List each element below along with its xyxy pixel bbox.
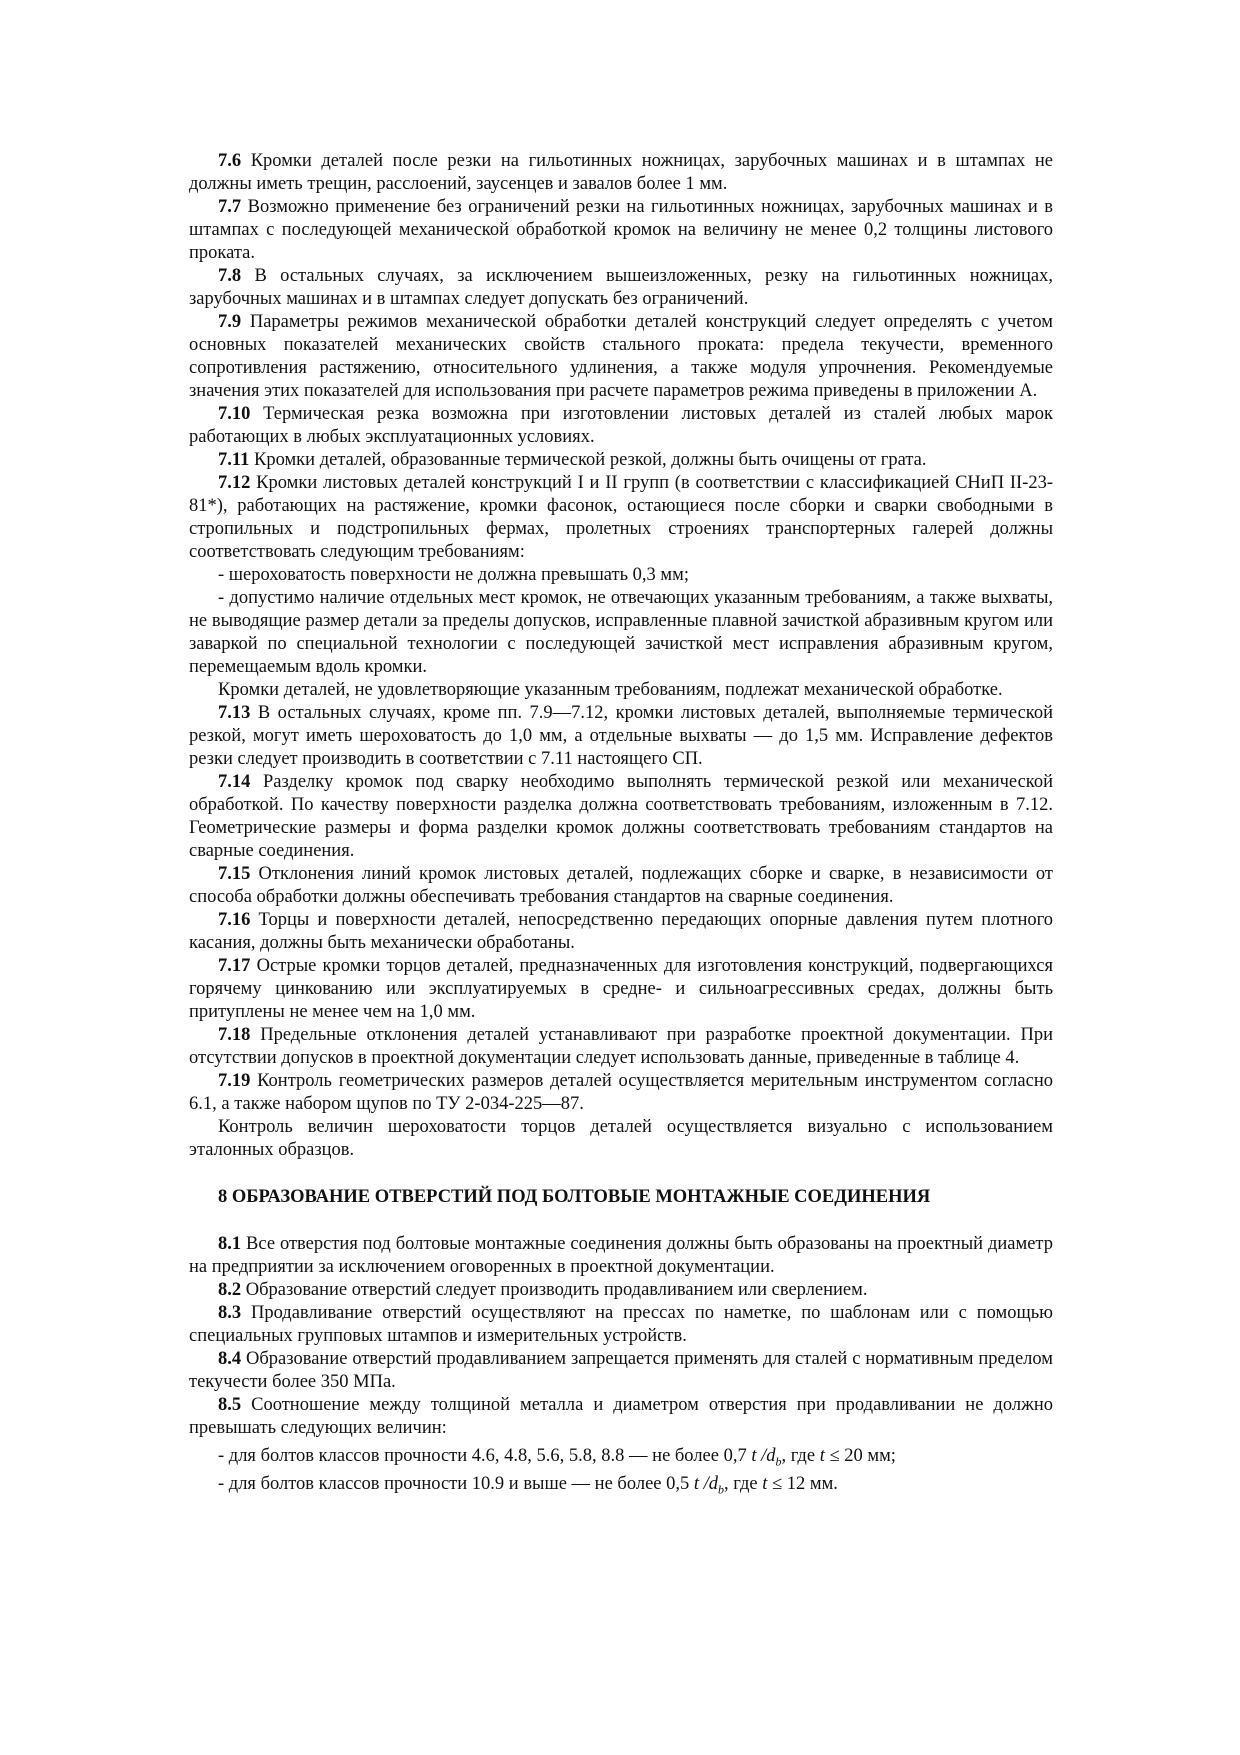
clause-number: 8.2	[218, 1280, 242, 1300]
clause-8-1	[189, 1233, 1053, 1279]
clause-number: 7.19	[218, 1071, 251, 1091]
clause-7-13	[189, 702, 1053, 771]
limit-text: ≤ 20 мм;	[824, 1446, 896, 1466]
clause-text: Контроль геометрических размеров деталей осуществляется мерительным инструментом согласно 6.1, а также набором щупов по ТУ 2-034-225—87.	[189, 1071, 1053, 1114]
clause-text: Контроль величин шероховатости торцов деталей осуществляется визуально с использованием эталонных образцов.	[189, 1117, 1053, 1160]
limit-text: , где	[781, 1446, 820, 1466]
clause-number: 7.14	[218, 772, 251, 792]
clause-text: Кромки деталей, образованные термической резкой, должны быть очищены от грата.	[249, 450, 927, 470]
clause-text: Соотношение между толщиной металла и диаметром отверстия при продавливании не должно превышать следующих величин:	[189, 1395, 1053, 1438]
limit-item-1	[189, 1445, 1053, 1468]
clause-text: Возможно применение без ограничений резки на гильотинных ножницах, зарубочных машинах и в штампах с последующей механической обработкой кромок на величину не менее 0,2 толщины листового проката.	[189, 197, 1053, 263]
clause-7-12-item-1	[189, 564, 1053, 587]
clause-number: 8.3	[218, 1303, 242, 1323]
clause-number: 8.4	[218, 1349, 242, 1369]
clause-text: Параметры режимов механической обработки деталей конструкций следует определять с учетом основных показателей механических свойств стального проката: предела текучести, временного сопротивления растяжению, относительного удлинения, а также модуля упрочнения. Рекомендуемые значения этих показателей для использования при расчете параметров режима приведены в приложении А.	[189, 312, 1053, 401]
clause-text: В остальных случаях, за исключением вышеизложенных, резку на гильотинных ножницах, зарубочных машинах и в штампах следует допускать без ограничений.	[189, 266, 1053, 309]
clause-text: Продавливание отверстий осуществляют на прессах по наметке, по шаблонам или с помощью специальных групповых штампов и измерительных устройств.	[189, 1303, 1053, 1346]
clause-text: Острые кромки торцов деталей, предназначенных для изготовления конструкций, подвергающихся горячему цинкованию или эксплуатируемых в средне- и сильноагрессивных средах, должны быть притуплены не менее чем на 1,0 мм.	[189, 956, 1053, 1022]
clause-8-3	[189, 1302, 1053, 1348]
clause-7-18	[189, 1024, 1053, 1070]
clause-7-12	[189, 472, 1053, 564]
section-7	[189, 150, 1053, 1162]
clause-number: 7.6	[218, 151, 242, 171]
clause-text: Торцы и поверхности деталей, непосредственно передающих опорные давления путем плотного касания, должны быть механически обработаны.	[189, 910, 1053, 953]
clause-text: Кромки листовых деталей конструкций I и II групп (в соответствии с классификацией СНиП II-23-81*), работающих на растяжение, кромки фасонок, остающиеся после сборки и сварки свободными в стропильных и подстропильных фермах, пролетных строениях транспортерных галерей должны соответствовать следующим требованиям:	[189, 473, 1053, 562]
clause-text: Разделку кромок под сварку необходимо выполнять термической резкой или механической обработкой. По качеству поверхности разделка должна соответствовать требованиям, изложенным в 7.12. Геометрические размеры и форма разделки кромок должны соответствовать требованиям стандартов на сварные соединения.	[189, 772, 1053, 861]
var-t: t	[693, 1474, 700, 1494]
clause-number: 7.11	[218, 450, 250, 470]
clause-number: 7.10	[218, 404, 251, 424]
limit-text: - для болтов классов прочности 10.9 и выше — не более 0,5	[218, 1474, 694, 1494]
clause-text: - шероховатость поверхности не должна превышать 0,3 мм;	[218, 565, 689, 585]
clause-text: Предельные отклонения деталей устанавливают при разработке проектной документации. При отсутствии допусков в проектной документации следует использовать данные, приведенные в таблице 4.	[189, 1025, 1053, 1068]
var-d: /d	[756, 1446, 776, 1466]
clause-text: Отклонения линий кромок листовых деталей, подлежащих сборке и сварке, в независимости от способа обработки должны обеспечивать требования стандартов на сварные соединения.	[189, 864, 1053, 907]
var-sub-b: b	[775, 1454, 782, 1469]
clause-7-15	[189, 863, 1053, 909]
clause-text: Все отверстия под болтовые монтажные соединения должны быть образованы на проектный диаметр на предприятии за исключением оговоренных в проектной документации.	[189, 1234, 1053, 1277]
clause-number: 7.13	[218, 703, 251, 723]
clause-8-5	[189, 1394, 1053, 1440]
clause-number: 7.16	[218, 910, 251, 930]
clause-text: Образование отверстий следует производить продавливанием или сверлением.	[241, 1280, 868, 1300]
var-t: t	[762, 1474, 768, 1494]
clause-7-14	[189, 771, 1053, 863]
clause-7-7	[189, 196, 1053, 265]
limit-item-2	[189, 1473, 1053, 1496]
clause-7-19-note	[189, 1116, 1053, 1162]
section-8	[189, 1233, 1053, 1496]
clause-7-16	[189, 909, 1053, 955]
var-t: t	[751, 1446, 757, 1466]
clause-text: В остальных случаях, кроме пп. 7.9—7.12, кромки листовых деталей, выполняемые термической резкой, могут иметь шероховатость до 1,0 мм, а отдельные выхваты — до 1,5 мм. Исправление дефектов резки следует производить в соответствии с 7.11 настоящего СП.	[189, 703, 1053, 769]
clause-number: 8.1	[218, 1234, 242, 1254]
clause-number: 8.5	[218, 1395, 242, 1415]
clause-number: 7.8	[218, 266, 242, 286]
clause-text: Кромки деталей после резки на гильотинных ножницах, зарубочных машинах и в штампах не должны иметь трещин, расслоений, заусенцев и завалов более 1 мм.	[189, 151, 1053, 194]
clause-text: Образование отверстий продавливанием запрещается применять для сталей с нормативным пределом текучести более 350 МПа.	[189, 1349, 1053, 1392]
section-8-heading: 8 ОБРАЗОВАНИЕ ОТВЕРСТИЙ ПОД БОЛТОВЫЕ МОНТАЖНЫЕ СОЕДИНЕНИЯ	[218, 1187, 931, 1207]
clause-7-9	[189, 311, 1053, 403]
clause-7-17	[189, 955, 1053, 1024]
clause-number: 7.7	[218, 197, 242, 217]
clause-7-12-item-2	[189, 587, 1053, 679]
clause-number: 7.15	[218, 864, 251, 884]
clause-7-6	[189, 150, 1053, 196]
limit-text: - для болтов классов прочности 4.6, 4.8, 5.6, 5.8, 8.8 — не более 0,7	[218, 1446, 752, 1466]
clause-7-8	[189, 265, 1053, 311]
clause-number: 7.9	[218, 312, 242, 332]
clause-text: Термическая резка возможна при изготовлении листовых деталей из сталей любых марок работающих в любых эксплуатационных условиях.	[189, 404, 1053, 447]
clause-7-19	[189, 1070, 1053, 1116]
var-sub-b: b	[718, 1482, 725, 1497]
clause-8-4	[189, 1348, 1053, 1394]
clause-number: 7.12	[218, 473, 251, 493]
clause-7-11	[189, 449, 1053, 472]
var-d: /d	[699, 1474, 719, 1494]
clause-number: 7.18	[218, 1025, 251, 1045]
limit-text: , где	[724, 1474, 763, 1494]
clause-text: Кромки деталей, не удовлетворяющие указанным требованиям, подлежат механической обработке.	[218, 680, 1003, 700]
var-t: t	[819, 1446, 825, 1466]
document-page	[189, 150, 1053, 1501]
clause-number: 7.17	[218, 956, 251, 976]
clause-7-12-note	[189, 679, 1053, 702]
clause-8-2	[189, 1279, 1053, 1302]
clause-7-10	[189, 403, 1053, 449]
limit-text: ≤ 12 мм.	[767, 1474, 838, 1494]
clause-text: - допустимо наличие отдельных мест кромок, не отвечающих указанным требованиям, а также выхваты, не выводящие размер детали за пределы допусков, исправленные плавной зачисткой абразивным кругом или заваркой по специальной технологии с последующей зачисткой мест исправления абразивным кругом, перемещаемым вдоль кромки.	[189, 588, 1053, 677]
